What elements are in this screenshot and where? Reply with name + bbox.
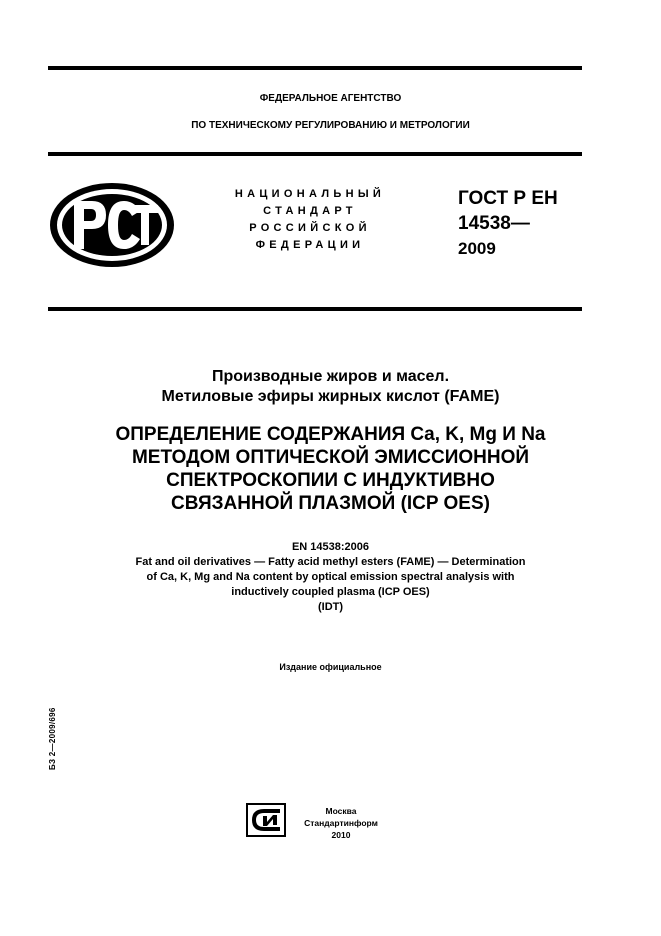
en-line-1: Fat and oil derivatives — Fatty acid methyl esters (FAME) — Determination [135, 556, 526, 568]
publisher-city: Москва [325, 806, 357, 816]
main-title [30, 423, 631, 515]
gost-line-1: ГОСТ Р ЕН [458, 188, 558, 209]
subtitle-line-1: Производные жиров и масел. [211, 368, 450, 385]
side-code: БЗ 2—2009/696 [48, 707, 57, 770]
agency-line-1: ФЕДЕРАЛЬНОЕ АГЕНТСТВО [259, 93, 402, 104]
main-title-line-3: СПЕКТРОСКОПИИ С ИНДУКТИВНО [166, 470, 495, 491]
main-title-line-2: МЕТОДОМ ОПТИЧЕСКОЙ ЭМИССИОННОЙ [131, 447, 530, 468]
main-title-line-4: СВЯЗАННОЙ ПЛАЗМОЙ (ICP OES) [171, 493, 490, 514]
en-ref: EN 14538:2006 [291, 541, 370, 553]
standard-rule [48, 307, 582, 311]
agency-line-2: ПО ТЕХНИЧЕСКОМУ РЕГУЛИРОВАНИЮ И МЕТРОЛОГИИ [191, 120, 470, 131]
main-title-line-1: ОПРЕДЕЛЕНИЕ СОДЕРЖАНИЯ Ca, K, Mg И Na [115, 424, 546, 445]
en-idt: (IDT) [317, 601, 344, 613]
standartinform-logo [246, 803, 286, 837]
publisher-name: Стандартинформ [304, 818, 378, 828]
en-line-3: inductively coupled plasma (ICP OES) [231, 586, 430, 598]
top-rule [48, 66, 582, 70]
rst-logo [48, 181, 176, 269]
en-reference-block [40, 540, 621, 615]
edition-label: Издание официальное [279, 662, 382, 672]
gost-line-2: 14538— [458, 213, 530, 234]
subtitle [0, 367, 661, 407]
en-line-2: of Ca, K, Mg and Na content by optical emission spectral analysis with [146, 571, 515, 583]
subtitle-line-2: Метиловые эфиры жирных кислот (FAME) [161, 388, 500, 405]
publisher-year: 2010 [331, 830, 351, 840]
national-line-1: НАЦИОНАЛЬНЫЙ [234, 188, 386, 200]
national-line-3: РОССИЙСКОЙ [249, 222, 371, 234]
publisher-block [295, 805, 387, 841]
national-line-4: ФЕДЕРАЦИИ [255, 239, 365, 251]
gost-number [458, 186, 558, 261]
national-line-2: СТАНДАРТ [263, 205, 357, 217]
gost-year: 2009 [458, 239, 496, 258]
national-standard-label [210, 186, 410, 254]
header-rule [48, 152, 582, 156]
